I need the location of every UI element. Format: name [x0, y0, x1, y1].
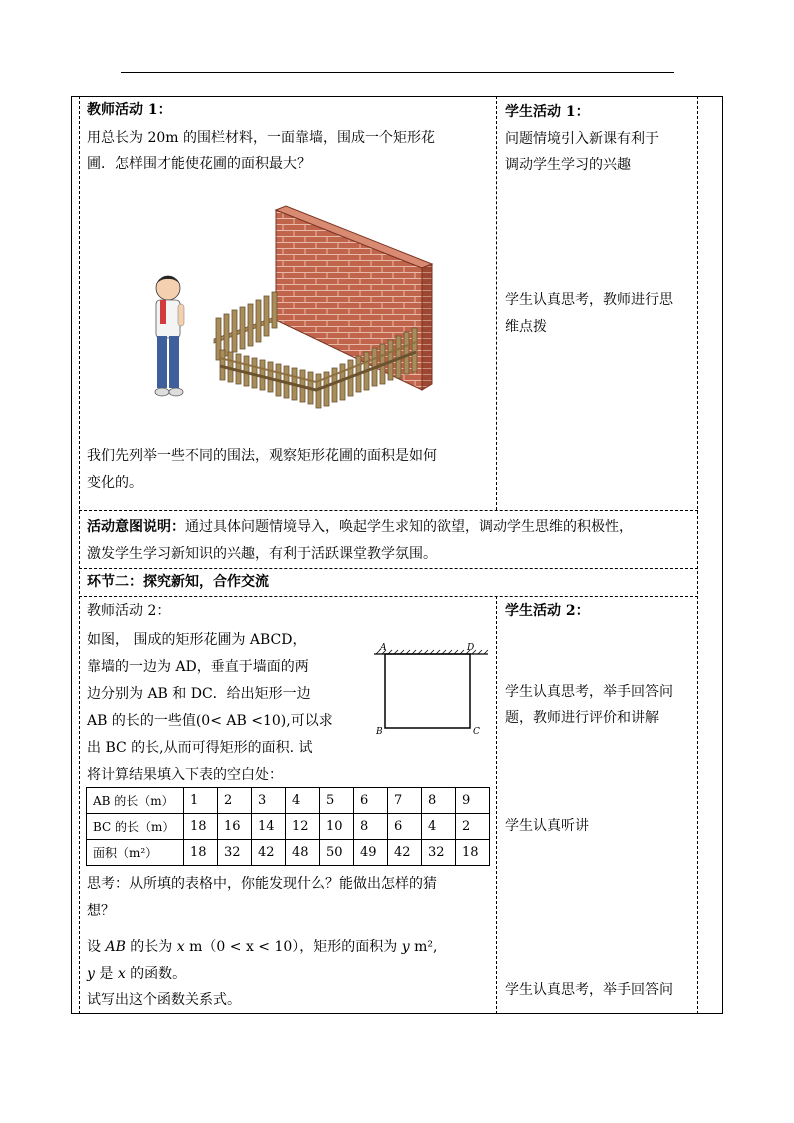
calculation-table [86, 787, 490, 866]
teacher-activity-2-text [87, 627, 357, 789]
teacher-activity-1-text: 用总长为 20m 的围栏材料，一面靠墙，围成一个矩形花 [87, 130, 435, 146]
table-cell: 18 [184, 840, 218, 866]
math-x: x [176, 939, 185, 955]
student-activity-1-title: 学生活动 1： [505, 104, 590, 120]
student-activity-1-text: 维点拨 [505, 319, 547, 335]
intent-label: 活动意图说明： [87, 519, 185, 535]
table-cell: 2 [456, 814, 490, 840]
intent-line-2: 激发学生学习新知识的兴趣，有利于活跃课堂教学氛围。 [87, 546, 437, 562]
table-cell: 48 [286, 840, 320, 866]
table-cell: 42 [252, 840, 286, 866]
row-header: BC 的长（m） [87, 814, 184, 840]
math-y: y [401, 939, 410, 955]
text-fragment: 的函数。 [125, 966, 187, 982]
table-row [87, 840, 490, 866]
garden-illustration [140, 200, 440, 420]
think-line-1: 思考：从所填的表格中，你能发现什么？能做出怎样的猜 [87, 876, 437, 892]
label-a: A [380, 643, 387, 653]
math-ab: AB [105, 939, 126, 955]
text-line: AB 的长的一些值(0< AB <10),可以求 [87, 713, 333, 729]
text-line: 靠墙的一边为 AD，垂直于墙面的两 [87, 659, 309, 675]
table-cell: 16 [218, 814, 252, 840]
math-y: y [87, 966, 95, 982]
student-activity-1-text: 调动学生学习的兴趣 [505, 157, 631, 173]
text-line: 出 BC 的长,从而可得矩形的面积. 试 [87, 740, 313, 756]
table-cell: 5 [320, 788, 354, 814]
math-x: x [117, 966, 126, 982]
column-divider [496, 596, 497, 1014]
table-cell: 9 [456, 788, 490, 814]
row-header: AB 的长（m） [87, 788, 184, 814]
intent-text: 通过具体问题情境导入，唤起学生求知的欲望，调动学生思维的积极性， [185, 519, 633, 535]
think-line-2: 想？ [87, 903, 115, 919]
function-setup-line-1 [87, 935, 437, 960]
row-divider [79, 596, 698, 597]
table-cell: 18 [456, 840, 490, 866]
text-fragment: ），矩形的面积为 [292, 939, 402, 955]
student-activity-1-text: 问题情境引入新课有利于 [505, 131, 659, 147]
table-cell: 10 [320, 814, 354, 840]
table-cell: 6 [388, 814, 422, 840]
text-line: 边分别为 AB 和 DC．给出矩形一边 [87, 686, 311, 702]
text-fragment: m（ [184, 939, 217, 955]
function-setup-line-2 [87, 962, 186, 987]
table-cell: 50 [320, 840, 354, 866]
teacher-activity-1-text: 我们先列举一些不同的围法，观察矩形花圃的面积是如何 [87, 448, 437, 464]
text-fragment: 的长为 [125, 939, 177, 955]
table-row [87, 814, 490, 840]
text-line: 将计算结果填入下表的空白处： [87, 767, 283, 783]
boy-figure [155, 276, 184, 396]
table-cell: 32 [218, 840, 252, 866]
table-cell: 12 [286, 814, 320, 840]
table-cell: 2 [218, 788, 252, 814]
table-cell: 8 [422, 788, 456, 814]
table-cell: 6 [354, 788, 388, 814]
table-cell: 32 [422, 840, 456, 866]
teacher-activity-1-title: 教师活动 1： [87, 102, 172, 118]
label-d: D [467, 643, 475, 653]
table-row [87, 788, 490, 814]
table-cell: 7 [388, 788, 422, 814]
table-cell: 4 [286, 788, 320, 814]
student-activity-2-text: 学生认真思考，举手回答问 [505, 982, 673, 998]
student-activity-2-text: 学生认真思考，举手回答问 [505, 684, 673, 700]
table-cell: 8 [354, 814, 388, 840]
table-cell: 42 [388, 840, 422, 866]
table-cell: 49 [354, 840, 388, 866]
text-fragment: m², [409, 939, 438, 955]
student-activity-2-title: 学生活动 2： [505, 603, 590, 619]
intent-line-1 [87, 515, 633, 540]
rectangle-abcd [385, 654, 470, 728]
text-line: 如图， 围成的矩形花圃为 ABCD， [87, 632, 307, 648]
label-c: C [473, 727, 480, 737]
teacher-activity-1-text: 变化的。 [87, 475, 143, 491]
table-cell: 4 [422, 814, 456, 840]
math-range: 0 < x < 10 [216, 939, 293, 955]
student-activity-2-text: 学生认真听讲 [505, 818, 589, 834]
student-activity-1-text: 学生认真思考，教师进行思 [505, 292, 673, 308]
header-rule [121, 72, 674, 73]
text-fragment: 设 [87, 939, 106, 955]
row-divider [79, 568, 698, 569]
row-divider [79, 510, 698, 511]
label-b: B [376, 727, 383, 737]
rectangle-diagram [368, 640, 493, 740]
teacher-activity-2-title: 教师活动 2： [87, 603, 171, 619]
function-setup-line-3: 试写出这个函数关系式。 [87, 992, 241, 1008]
stage-2-title: 环节二：探究新知，合作交流 [87, 574, 269, 590]
table-cell: 3 [252, 788, 286, 814]
text-fragment: 是 [94, 966, 118, 982]
teacher-activity-1-text: 圃．怎样围才能使花圃的面积最大？ [87, 156, 311, 172]
student-activity-2-text: 题，教师进行评价和讲解 [505, 710, 659, 726]
table-cell: 14 [252, 814, 286, 840]
row-header: 面积（m²） [87, 840, 184, 866]
column-divider [496, 96, 497, 510]
table-cell: 18 [184, 814, 218, 840]
table-cell: 1 [184, 788, 218, 814]
